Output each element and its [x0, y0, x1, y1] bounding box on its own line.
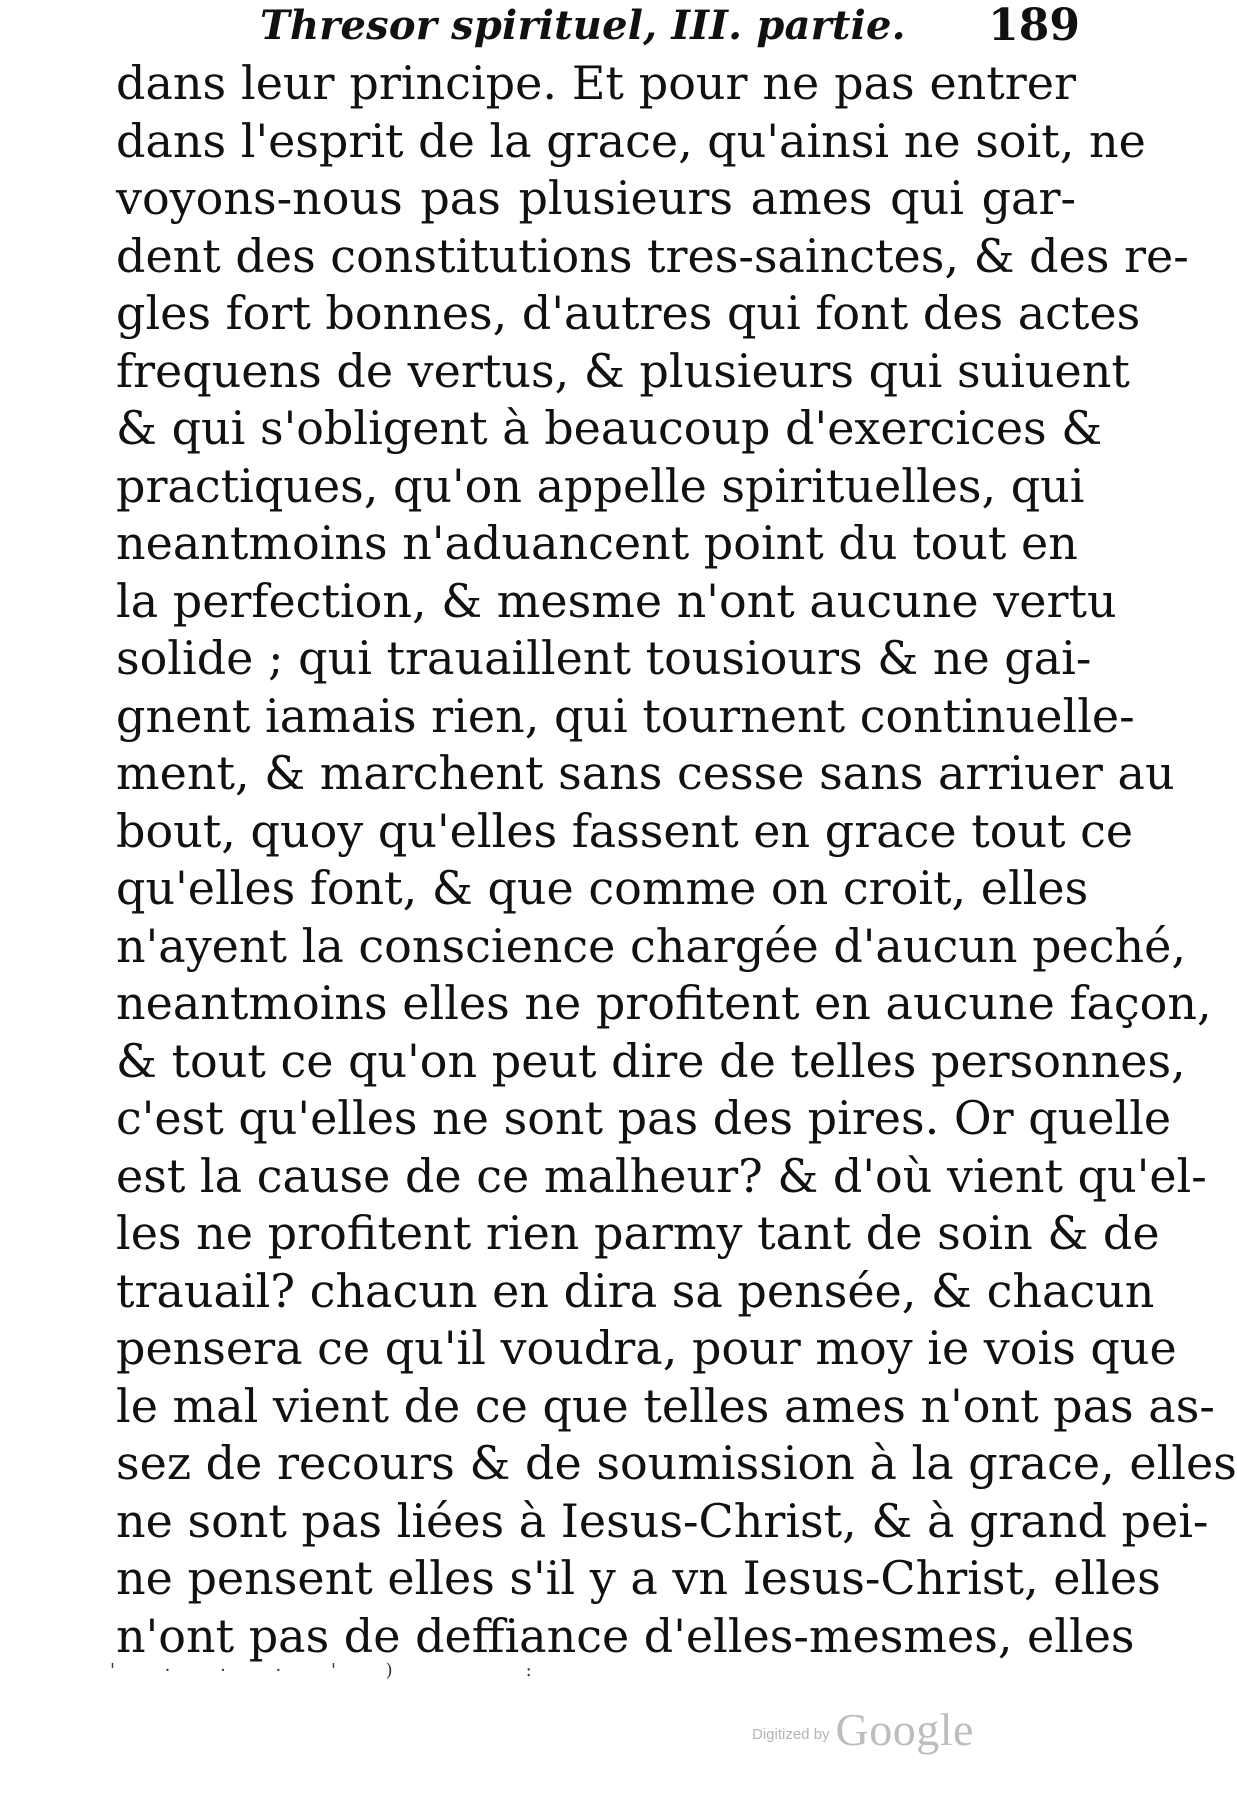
text-line: est la cause de ce malheur? & d'où vient qu'el-	[116, 1148, 1207, 1203]
google-logo-text: Google	[835, 1704, 974, 1755]
text-line: c'est qu'elles ne sont pas des pires. Or quelle	[116, 1091, 1172, 1145]
text-line: voyons-nous pas plusieurs ames qui gar-	[116, 171, 1076, 225]
running-title: Thresor spirituel, III. partie.	[260, 2, 906, 49]
text-line: ne sont pas liées à Iesus-Christ, & à grand pei-	[116, 1493, 1209, 1548]
page-number: 189	[988, 0, 1080, 51]
text-line: & tout ce qu'on peut dire de telles personnes,	[116, 1033, 1186, 1088]
watermark-prefix: Digitized by	[752, 1726, 830, 1743]
page-header	[260, 0, 1080, 62]
text-line: practiques, qu'on appelle spirituelles, qui	[116, 458, 1085, 513]
text-line: dent des constitutions tres-sainctes, & des re-	[116, 228, 1189, 283]
text-line: les ne profitent rien parmy tant de soin & de	[116, 1206, 1160, 1260]
text-line: & qui s'obligent à beaucoup d'exercices &	[116, 401, 1103, 455]
digitized-by-google-watermark	[752, 1695, 1012, 1755]
text-line: la perfection, & mesme n'ont aucune vertu	[116, 573, 1117, 628]
text-line: solide ; qui trauaillent tousiours & ne gai-	[116, 631, 1092, 685]
text-line: pensera ce qu'il voudra, pour moy ie vois que	[116, 1321, 1177, 1375]
text-line: ne pensent elles s'il y a vn Iesus-Christ, elles	[116, 1551, 1161, 1605]
text-line: neantmoins elles ne profitent en aucune façon,	[116, 976, 1212, 1030]
text-line: dans l'esprit de la grace, qu'ainsi ne soit, ne	[116, 113, 1146, 168]
text-line: ment, & marchent sans cesse sans arriuer au	[116, 746, 1175, 800]
text-line: n'ayent la conscience chargée d'aucun peché,	[116, 918, 1187, 973]
text-line: sez de recours & de soumission à la grace, elles	[116, 1436, 1237, 1490]
text-line: dans leur principe. Et pour ne pas entrer	[116, 56, 1076, 110]
text-line: gles fort bonnes, d'autres qui font des actes	[116, 286, 1141, 340]
text-line: trauail? chacun en dira sa pensée, & chacun	[116, 1263, 1155, 1318]
text-line: gnent iamais rien, qui tournent continuelle-	[116, 688, 1135, 743]
text-line: neantmoins n'aduancent point du tout en	[116, 516, 1078, 570]
text-line: frequens de vertus, & plusieurs qui suiuent	[116, 343, 1130, 398]
text-line: le mal vient de ce que telles ames n'ont pas as-	[116, 1378, 1215, 1433]
scan-specks: ' · · · ' ) :	[110, 1660, 554, 1681]
text-line: qu'elles font, & que comme on croit, elles	[116, 861, 1089, 915]
text-line: bout, quoy qu'elles fassent en grace tout ce	[116, 803, 1134, 858]
text-line: n'ont pas de deffiance d'elles-mesmes, elles	[116, 1608, 1135, 1663]
body-text	[116, 55, 1237, 1665]
